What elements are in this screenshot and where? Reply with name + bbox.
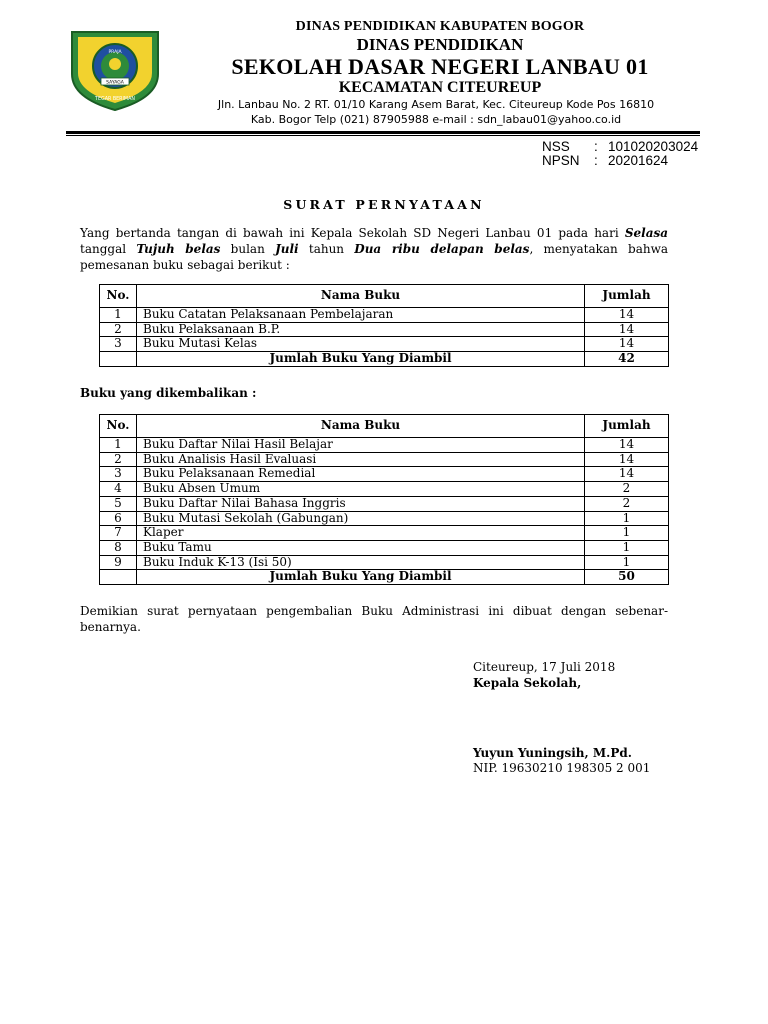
table-row xyxy=(100,452,669,467)
intro-month: Juli xyxy=(275,242,299,256)
col-no-header: No. xyxy=(100,415,137,438)
table-row xyxy=(100,511,669,526)
place-date: Citeureup, 17 Juli 2018 xyxy=(473,660,616,674)
returned-books-table xyxy=(99,414,669,585)
row-number: 2 xyxy=(100,452,137,467)
table-header-row xyxy=(100,285,669,308)
nss-label: NSS xyxy=(542,139,570,154)
table-row xyxy=(100,467,669,482)
nss-separator: : xyxy=(594,139,598,154)
signatory-nip: NIP. 19630210 198305 2 001 xyxy=(473,761,651,775)
npsn-value: 20201624 xyxy=(608,153,669,168)
book-name: Buku Pelaksanaan Remedial xyxy=(137,467,585,482)
book-quantity: 14 xyxy=(585,337,669,352)
book-quantity: 14 xyxy=(585,438,669,453)
signatory-name: Yuyun Yuningsih, M.Pd. xyxy=(473,746,632,760)
intro-year: Dua ribu delapan belas xyxy=(354,242,530,256)
total-label: Jumlah Buku Yang Diambil xyxy=(137,570,585,585)
row-number: 9 xyxy=(100,555,137,570)
nss-row xyxy=(542,139,698,154)
book-quantity: 1 xyxy=(585,511,669,526)
district-name: KECAMATAN CITEUREUP xyxy=(338,79,542,96)
book-name: Buku Tamu xyxy=(137,540,585,555)
header-divider-thick xyxy=(66,131,700,134)
signatory-role: Kepala Sekolah, xyxy=(473,676,582,690)
row-number: 2 xyxy=(100,322,137,337)
table-row xyxy=(100,337,669,352)
book-quantity: 14 xyxy=(585,467,669,482)
ordered-books-table xyxy=(99,284,669,367)
col-name-header: Nama Buku xyxy=(137,415,585,438)
table-row xyxy=(100,308,669,323)
header-divider-thin xyxy=(66,135,700,136)
book-name: Buku Absen Umum xyxy=(137,482,585,497)
address-line-1: Jln. Lanbau No. 2 RT. 01/10 Karang Asem Barat, Kec. Citeureup Kode Pos 16810 xyxy=(217,98,655,111)
header-line-2: DINAS PENDIDIKAN xyxy=(356,35,524,54)
book-quantity: 2 xyxy=(585,482,669,497)
col-name-header: Nama Buku xyxy=(137,285,585,308)
col-no-header: No. xyxy=(100,285,137,308)
table-row xyxy=(100,496,669,511)
intro-date: Tujuh belas xyxy=(136,242,221,256)
document-title: SURAT PERNYATAAN xyxy=(283,197,485,212)
table-row xyxy=(100,540,669,555)
npsn-label: NPSN xyxy=(542,153,580,168)
row-number: 3 xyxy=(100,467,137,482)
nss-value: 101020203024 xyxy=(608,139,699,154)
row-number: 1 xyxy=(100,308,137,323)
table-row xyxy=(100,322,669,337)
book-quantity: 1 xyxy=(585,540,669,555)
ordered-books-body xyxy=(100,308,669,352)
book-quantity: 2 xyxy=(585,496,669,511)
book-name: Buku Mutasi Kelas xyxy=(137,337,585,352)
row-number: 7 xyxy=(100,526,137,541)
book-name: Buku Pelaksanaan B.P. xyxy=(137,322,585,337)
intro-paragraph: Yang bertanda tangan di bawah ini Kepala Sekolah SD Negeri Lanbau 01 pada hari Selasa tanggal Tujuh belas bulan Juli tahun Dua ribu delapan belas, menyatakan bahwa pemesanan buku sebagai berikut : xyxy=(80,226,669,272)
book-name: Buku Daftar Nilai Hasil Belajar xyxy=(137,438,585,453)
school-name: SEKOLAH DASAR NEGERI LANBAU 01 xyxy=(231,54,649,79)
book-quantity: 14 xyxy=(585,322,669,337)
returned-books-body xyxy=(100,438,669,570)
header-line-1: DINAS PENDIDIKAN KABUPATEN BOGOR xyxy=(295,19,585,34)
book-quantity: 1 xyxy=(585,555,669,570)
total-value: 42 xyxy=(585,352,669,367)
svg-text:TEGAR BERIMAN: TEGAR BERIMAN xyxy=(95,97,135,102)
total-label: Jumlah Buku Yang Diambil xyxy=(137,352,585,367)
total-value: 50 xyxy=(585,570,669,585)
row-number: 5 xyxy=(100,496,137,511)
intro-day: Selasa xyxy=(624,226,668,240)
row-number: 4 xyxy=(100,482,137,497)
table-header-row xyxy=(100,415,669,438)
book-name: Buku Analisis Hasil Evaluasi xyxy=(137,452,585,467)
table-row xyxy=(100,555,669,570)
table-total-row xyxy=(100,570,669,585)
npsn-separator: : xyxy=(594,153,598,168)
book-quantity: 1 xyxy=(585,526,669,541)
book-name: Buku Daftar Nilai Bahasa Inggris xyxy=(137,496,585,511)
book-name: Buku Mutasi Sekolah (Gabungan) xyxy=(137,511,585,526)
col-qty-header: Jumlah xyxy=(585,285,669,308)
book-quantity: 14 xyxy=(585,452,669,467)
closing-paragraph: Demikian surat pernyataan pengembalian Buku Administrasi ini dibuat dengan sebenar-benarnya. xyxy=(80,604,668,634)
npsn-row xyxy=(542,153,668,168)
school-logo xyxy=(68,28,162,112)
svg-text:SAYAGA: SAYAGA xyxy=(106,80,124,86)
returned-books-heading: Buku yang dikembalikan : xyxy=(80,386,257,400)
svg-text:PRAJA: PRAJA xyxy=(108,50,122,55)
col-qty-header: Jumlah xyxy=(585,415,669,438)
table-total-row xyxy=(100,352,669,367)
book-name: Klaper xyxy=(137,526,585,541)
address-line-2: Kab. Bogor Telp (021) 87905988 e-mail : sdn_labau01@yahoo.co.id xyxy=(250,113,622,126)
row-number: 6 xyxy=(100,511,137,526)
book-quantity: 14 xyxy=(585,308,669,323)
table-row xyxy=(100,526,669,541)
table-row xyxy=(100,438,669,453)
table-row xyxy=(100,482,669,497)
book-name: Buku Catatan Pelaksanaan Pembelajaran xyxy=(137,308,585,323)
row-number: 1 xyxy=(100,438,137,453)
row-number: 3 xyxy=(100,337,137,352)
row-number: 8 xyxy=(100,540,137,555)
book-name: Buku Induk K-13 (Isi 50) xyxy=(137,555,585,570)
